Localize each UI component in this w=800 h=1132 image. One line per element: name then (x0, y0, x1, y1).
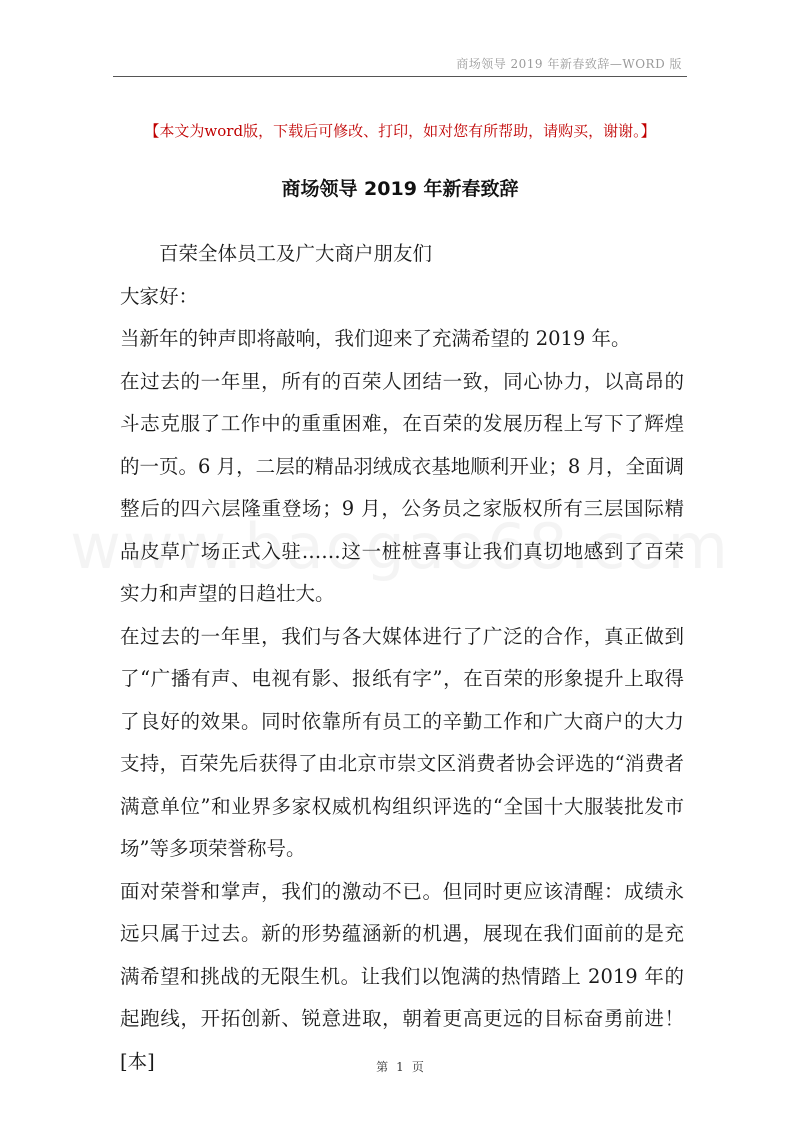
page-number: 1 (396, 1060, 404, 1074)
download-notice: 【本文为word版，下载后可修改、打印，如对您有所帮助，请购买，谢谢。】 (144, 122, 656, 140)
document-title: 商场领导 2019 年新春致辞 (281, 178, 519, 200)
paragraph: 在过去的一年里，所有的百荣人团结一致，同心协力，以高昂的斗志克服了工作中的重重困难，在百荣的发展历程上写下了辉煌的一页。6 月，二层的精品羽绒成衣基地顺利开业；8 月，全面调整后的四六层隆重登场；9 月，公务员之家版权所有三层国际精品皮草广场正式入驻……这一桩桩喜事让我们真切地感到了百荣实力和声望的日趋壮大。 (120, 369, 684, 605)
header-divider (113, 76, 687, 77)
greeting: 大家好： (120, 284, 199, 308)
page-label-prefix: 第 (376, 1060, 389, 1074)
salutation: 百荣全体员工及广大商户朋友们 (159, 242, 433, 265)
paragraph: 面对荣誉和掌声，我们的激动不已。但同时更应该清醒：成绩永远只属于过去。新的形势蕴涵新的机遇，展现在我们面前的是充满希望和挑战的无限生机。让我们以饱满的热情踏上 2019 年的起跑线，开拓创新、锐意进取，朝着更高更远的目标奋勇前进！[本] (120, 879, 684, 1073)
paragraph: 在过去的一年里，我们与各大媒体进行了广泛的合作，真正做到了“广播有声、电视有影、报纸有字”，在百荣的形象提升上取得了良好的效果。同时依靠所有员工的辛勤工作和广大商户的大力支持，百荣先后获得了由北京市崇文区消费者协会评选的“消费者满意单位”和业界多家权威机构组织评选的“全国十大服装批发市场”等多项荣誉称号。 (120, 624, 684, 860)
document-body (120, 233, 684, 1083)
running-header: 商场领导 2019 年新春致辞—WORD 版 (456, 57, 682, 71)
page-footer (0, 1058, 800, 1075)
paragraph: 当新年的钟声即将敲响，我们迎来了充满希望的 2019 年。 (120, 327, 631, 350)
page-label-suffix: 页 (411, 1060, 424, 1074)
